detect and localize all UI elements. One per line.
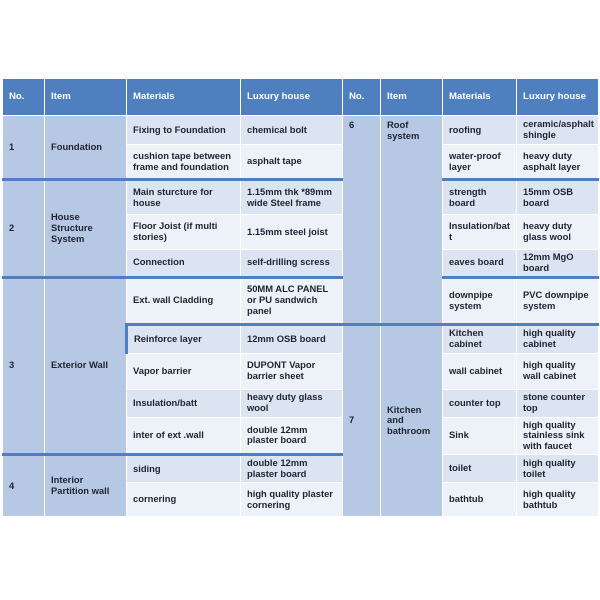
material-cell: Floor Joist (if multi stories) [127, 215, 241, 250]
material-cell-right: roofing [443, 116, 517, 145]
material-cell-right: downpipe system [443, 277, 517, 324]
material-cell: Fixing to Foundation [127, 116, 241, 145]
material-cell: inter of ext .wall [127, 417, 241, 454]
luxury-cell-right: ceramic/asphalt shingle [517, 116, 599, 145]
material-cell: Main sturcture for house [127, 180, 241, 215]
luxury-cell: DUPONT Vapor barrier sheet [241, 353, 343, 389]
luxury-cell: chemical bolt [241, 116, 343, 145]
luxury-cell-right: heavy duty glass wool [517, 215, 599, 250]
material-cell: Connection [127, 250, 241, 278]
luxury-cell-right: heavy duty asphalt layer [517, 145, 599, 180]
header-item: Item [45, 79, 127, 116]
material-cell-right: Kitchen cabinet [443, 324, 517, 353]
table-row [3, 180, 599, 215]
material-cell-right: Insulation/bat t [443, 215, 517, 250]
group-item-right: Roof system [381, 116, 443, 325]
group-item: Interior Partition wall [45, 455, 127, 517]
group-number: 3 [3, 277, 45, 454]
group-item-right: Kitchen and bathroom [381, 324, 443, 516]
header-no-right: No. [343, 79, 381, 116]
header-materials: Materials [127, 79, 241, 116]
luxury-cell-right: 12mm MgO board [517, 250, 599, 278]
material-cell-right: bathtub [443, 483, 517, 517]
luxury-cell: double 12mm plaster board [241, 417, 343, 454]
luxury-cell: 1.15mm steel joist [241, 215, 343, 250]
group-number-right: 7 [343, 324, 381, 516]
header-item-right: Item [381, 79, 443, 116]
material-cell: Insulation/batt [127, 389, 241, 417]
material-cell: siding [127, 455, 241, 483]
luxury-cell-right: high quality bathtub [517, 483, 599, 517]
material-cell-right: water-proof layer [443, 145, 517, 180]
group-item: House Structure System [45, 180, 127, 278]
luxury-cell: double 12mm plaster board [241, 455, 343, 483]
material-cell-right: counter top [443, 389, 517, 417]
header-luxury-house-right: Luxury house [517, 79, 599, 116]
group-number: 1 [3, 116, 45, 180]
group-number: 2 [3, 180, 45, 278]
luxury-cell: self-drilling scress [241, 250, 343, 278]
header-materials-right: Materials [443, 79, 517, 116]
table-row [3, 455, 599, 483]
material-cell: Reinforce layer [127, 324, 241, 353]
luxury-cell: heavy duty glass wool [241, 389, 343, 417]
material-cell-right: toilet [443, 455, 517, 483]
table-row [3, 116, 599, 145]
luxury-cell-right: PVC downpipe system [517, 277, 599, 324]
luxury-cell: 12mm OSB board [241, 324, 343, 353]
luxury-cell-right: high quality toilet [517, 455, 599, 483]
luxury-cell: 1.15mm thk *89mm wide Steel frame [241, 180, 343, 215]
material-cell: cornering [127, 483, 241, 517]
header-luxury-house: Luxury house [241, 79, 343, 116]
luxury-cell-right: 15mm OSB board [517, 180, 599, 215]
material-cell-right: strength board [443, 180, 517, 215]
luxury-cell-right: stone counter top [517, 389, 599, 417]
group-item: Foundation [45, 116, 127, 180]
materials-spec-table [2, 78, 599, 517]
header-no: No. [3, 79, 45, 116]
header-row [3, 79, 599, 116]
luxury-cell-right: high quality stainless sink with faucet [517, 417, 599, 454]
luxury-cell-right: high quality cabinet [517, 324, 599, 353]
luxury-cell: asphalt tape [241, 145, 343, 180]
material-cell-right: Sink [443, 417, 517, 454]
material-cell: Vapor barrier [127, 353, 241, 389]
luxury-cell: high quality plaster cornering [241, 483, 343, 517]
material-cell-right: wall cabinet [443, 353, 517, 389]
table-row [3, 277, 599, 324]
group-number: 4 [3, 455, 45, 517]
group-item: Exterior Wall [45, 277, 127, 454]
luxury-cell: 50MM ALC PANEL or PU sandwich panel [241, 277, 343, 324]
group-number-right: 6 [343, 116, 381, 325]
material-cell-right: eaves board [443, 250, 517, 278]
luxury-cell-right: high quality wall cabinet [517, 353, 599, 389]
material-cell: cushion tape between frame and foundation [127, 145, 241, 180]
material-cell: Ext. wall Cladding [127, 277, 241, 324]
